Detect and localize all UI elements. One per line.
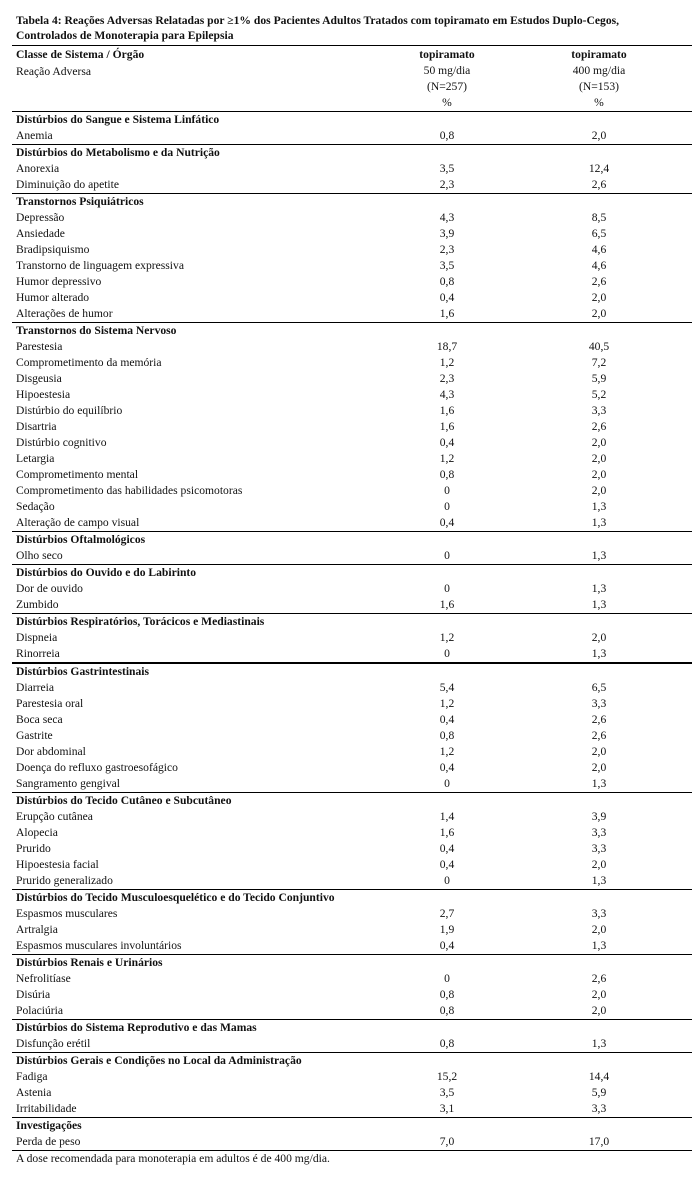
value-400mg: 3,3 (591, 907, 607, 920)
value-400mg: 3,3 (591, 697, 607, 710)
reaction-label: Letargia (16, 452, 55, 465)
reaction-label: Humor alterado (16, 291, 90, 304)
table-row (12, 646, 692, 662)
table-row (12, 258, 692, 274)
value-50mg: 0,8 (439, 729, 455, 742)
value-50mg: 1,2 (439, 631, 455, 644)
reaction-label: Doença do refluxo gastroesofágico (16, 761, 178, 774)
table-row (12, 355, 692, 371)
table-section (12, 954, 692, 1019)
section-heading: Transtornos do Sistema Nervoso (16, 324, 177, 337)
value-400mg: 2,0 (591, 988, 607, 1001)
value-400mg: 2,0 (591, 452, 607, 465)
table-row (12, 696, 692, 712)
table-section (12, 144, 692, 193)
reaction-label: Bradipsiquismo (16, 243, 90, 256)
table-row (12, 371, 692, 387)
value-400mg: 1,3 (591, 516, 607, 529)
value-50mg: 1,6 (439, 598, 455, 611)
value-50mg: 0,4 (439, 858, 455, 871)
table-section (12, 662, 692, 792)
reaction-label: Comprometimento das habilidades psicomotoras (16, 484, 243, 497)
reaction-label: Diarreia (16, 681, 54, 694)
section-heading: Distúrbios do Sangue e Sistema Linfático (16, 113, 220, 126)
table-row (12, 728, 692, 744)
table-section (12, 531, 692, 564)
table-section (12, 613, 692, 662)
value-400mg: 1,3 (591, 549, 607, 562)
table-row (12, 987, 692, 1003)
reaction-label: Diminuição do apetite (16, 178, 120, 191)
value-400mg: 2,6 (591, 420, 607, 433)
header-col1-n: (N=257) (426, 80, 468, 93)
reaction-label: Boca seca (16, 713, 63, 726)
table-row (12, 597, 692, 613)
value-50mg: 2,7 (439, 907, 455, 920)
value-50mg: 0 (444, 972, 450, 985)
value-400mg: 5,9 (591, 372, 607, 385)
value-400mg: 1,3 (591, 777, 607, 790)
reaction-label: Hipoestesia facial (16, 858, 99, 871)
value-400mg: 12,4 (588, 162, 610, 175)
value-400mg: 6,5 (591, 681, 607, 694)
value-50mg: 4,3 (439, 388, 455, 401)
value-400mg: 2,0 (591, 745, 607, 758)
table-section (12, 889, 692, 954)
value-50mg: 0,4 (439, 713, 455, 726)
reaction-label: Dor de ouvido (16, 582, 83, 595)
reaction-label: Dispneia (16, 631, 58, 644)
table-row (12, 242, 692, 258)
reaction-label: Depressão (16, 211, 65, 224)
value-50mg: 1,2 (439, 697, 455, 710)
value-50mg: 1,2 (439, 452, 455, 465)
header-class-label: Classe de Sistema / Órgão (16, 48, 145, 61)
value-50mg: 0,4 (439, 842, 455, 855)
section-heading: Distúrbios Renais e Urinários (16, 956, 163, 969)
reaction-label: Sangramento gengival (16, 777, 120, 790)
table-section (12, 193, 692, 322)
value-50mg: 0 (444, 582, 450, 595)
table-caption: Tabela 4: Reações Adversas Relatadas por ≥1% dos Pacientes Adultos Tratados com topiramato em Estudos Duplo-Cegos, Controlados de Monoterapia para Epilepsia (16, 14, 620, 42)
header-column-50mg (392, 47, 502, 111)
value-400mg: 4,6 (591, 243, 607, 256)
value-50mg: 3,5 (439, 162, 455, 175)
table-row (12, 1134, 692, 1150)
table-row (12, 515, 692, 531)
table-row (12, 938, 692, 954)
value-400mg: 1,3 (591, 500, 607, 513)
table-section (12, 1052, 692, 1117)
value-400mg: 1,3 (591, 1037, 607, 1050)
table-row (12, 290, 692, 306)
value-400mg: 3,3 (591, 404, 607, 417)
reaction-label: Transtorno de linguagem expressiva (16, 259, 184, 272)
reaction-label: Zumbido (16, 598, 59, 611)
table-row (12, 435, 692, 451)
reaction-label: Anorexia (16, 162, 60, 175)
value-400mg: 14,4 (588, 1070, 610, 1083)
section-heading: Investigações (16, 1119, 82, 1132)
value-50mg: 0 (444, 647, 450, 660)
table-row (12, 499, 692, 515)
value-50mg: 0,4 (439, 436, 455, 449)
value-400mg: 17,0 (588, 1135, 610, 1148)
reaction-label: Fadiga (16, 1070, 48, 1083)
value-50mg: 0,4 (439, 761, 455, 774)
value-400mg: 2,0 (591, 468, 607, 481)
value-50mg: 4,3 (439, 211, 455, 224)
table-row (12, 809, 692, 825)
reaction-label: Astenia (16, 1086, 52, 1099)
table-row (12, 1085, 692, 1101)
adverse-reactions-table (12, 111, 692, 1167)
header-col1-dose: 50 mg/dia (423, 64, 471, 77)
value-400mg: 5,9 (591, 1086, 607, 1099)
value-400mg: 3,3 (591, 826, 607, 839)
value-400mg: 4,6 (591, 259, 607, 272)
reaction-label: Polaciúria (16, 1004, 64, 1017)
value-400mg: 2,0 (591, 436, 607, 449)
table-section (12, 564, 692, 613)
value-400mg: 2,0 (591, 1004, 607, 1017)
table-row (12, 210, 692, 226)
value-400mg: 1,3 (591, 598, 607, 611)
value-50mg: 1,2 (439, 356, 455, 369)
value-400mg: 7,2 (591, 356, 607, 369)
reaction-label: Parestesia (16, 340, 63, 353)
value-50mg: 0 (444, 777, 450, 790)
table-row (12, 274, 692, 290)
table-row (12, 339, 692, 355)
table-row (12, 581, 692, 597)
table-row (12, 776, 692, 792)
reaction-label: Irritabilidade (16, 1102, 77, 1115)
value-50mg: 2,3 (439, 372, 455, 385)
reaction-label: Humor depressivo (16, 275, 102, 288)
value-50mg: 1,6 (439, 420, 455, 433)
value-50mg: 0,8 (439, 988, 455, 1001)
table-row (12, 857, 692, 873)
table-row (12, 226, 692, 242)
value-400mg: 3,3 (591, 842, 607, 855)
table-row (12, 467, 692, 483)
value-400mg: 2,0 (591, 291, 607, 304)
value-50mg: 0,4 (439, 939, 455, 952)
value-400mg: 1,3 (591, 874, 607, 887)
section-heading: Distúrbios Respiratórios, Torácicos e Mediastinais (16, 615, 265, 628)
reaction-label: Comprometimento mental (16, 468, 139, 481)
table-section (12, 1019, 692, 1052)
table-row (12, 873, 692, 889)
reaction-label: Nefrolitíase (16, 972, 71, 985)
value-50mg: 0,8 (439, 1004, 455, 1017)
value-50mg: 0,4 (439, 516, 455, 529)
value-50mg: 0,4 (439, 291, 455, 304)
table-row (12, 760, 692, 776)
reaction-label: Anemia (16, 129, 53, 142)
header-col2-dose: 400 mg/dia (572, 64, 626, 77)
value-400mg: 2,0 (591, 307, 607, 320)
table-row (12, 177, 692, 193)
table-row (12, 548, 692, 564)
reaction-label: Parestesia oral (16, 697, 84, 710)
reaction-label: Artralgia (16, 923, 58, 936)
value-400mg: 2,0 (591, 484, 607, 497)
value-400mg: 2,0 (591, 631, 607, 644)
value-400mg: 8,5 (591, 211, 607, 224)
value-50mg: 7,0 (439, 1135, 455, 1148)
table-row (12, 841, 692, 857)
reaction-label: Ansiedade (16, 227, 65, 240)
reaction-label: Dor abdominal (16, 745, 86, 758)
value-50mg: 0 (444, 874, 450, 887)
value-400mg: 1,3 (591, 647, 607, 660)
reaction-label: Distúrbio do equilíbrio (16, 404, 123, 417)
table-header (12, 45, 692, 112)
value-50mg: 3,5 (439, 259, 455, 272)
section-heading: Distúrbios do Metabolismo e da Nutrição (16, 146, 220, 159)
value-50mg: 3,9 (439, 227, 455, 240)
reaction-label: Disfunção erétil (16, 1037, 91, 1050)
value-400mg: 2,6 (591, 275, 607, 288)
value-400mg: 40,5 (588, 340, 610, 353)
value-50mg: 2,3 (439, 178, 455, 191)
section-heading: Distúrbios do Sistema Reprodutivo e das Mamas (16, 1021, 257, 1034)
value-50mg: 0 (444, 484, 450, 497)
section-heading: Distúrbios do Tecido Musculoesquelético e do Tecido Conjuntivo (16, 891, 335, 904)
reaction-label: Comprometimento da memória (16, 356, 162, 369)
section-heading: Transtornos Psiquiátricos (16, 195, 144, 208)
value-400mg: 2,6 (591, 713, 607, 726)
value-400mg: 1,3 (591, 939, 607, 952)
value-400mg: 1,3 (591, 582, 607, 595)
table-row (12, 922, 692, 938)
reaction-label: Alterações de humor (16, 307, 113, 320)
value-50mg: 0,8 (439, 1037, 455, 1050)
table-row (12, 1003, 692, 1019)
section-heading: Distúrbios do Ouvido e do Labirinto (16, 566, 197, 579)
header-col2-n: (N=153) (578, 80, 620, 93)
value-50mg: 0,8 (439, 129, 455, 142)
value-50mg: 1,6 (439, 826, 455, 839)
table-row (12, 387, 692, 403)
reaction-label: Espasmos musculares (16, 907, 118, 920)
reaction-label: Olho seco (16, 549, 63, 562)
reaction-label: Sedação (16, 500, 55, 513)
value-400mg: 2,6 (591, 972, 607, 985)
value-400mg: 6,5 (591, 227, 607, 240)
section-heading: Distúrbios Gastrintestinais (16, 665, 150, 678)
section-heading: Distúrbios Oftalmológicos (16, 533, 146, 546)
value-50mg: 1,6 (439, 404, 455, 417)
reaction-label: Gastrite (16, 729, 53, 742)
table-section (12, 111, 692, 144)
value-400mg: 2,0 (591, 129, 607, 142)
table-row (12, 971, 692, 987)
table-row (12, 680, 692, 696)
section-heading: Distúrbios Gerais e Condições no Local da Administração (16, 1054, 302, 1067)
reaction-label: Rinorreia (16, 647, 60, 660)
header-reaction-label: Reação Adversa (16, 65, 92, 78)
value-50mg: 0 (444, 549, 450, 562)
table-row (12, 161, 692, 177)
value-400mg: 5,2 (591, 388, 607, 401)
reaction-label: Espasmos musculares involuntários (16, 939, 182, 952)
table-row (12, 1101, 692, 1117)
table-row (12, 1069, 692, 1085)
reaction-label: Prurido (16, 842, 51, 855)
section-heading: Distúrbios do Tecido Cutâneo e Subcutâneo (16, 794, 232, 807)
reaction-label: Erupção cutânea (16, 810, 93, 823)
value-50mg: 1,9 (439, 923, 455, 936)
value-400mg: 3,3 (591, 1102, 607, 1115)
value-400mg: 2,6 (591, 178, 607, 191)
table-footnote: A dose recomendada para monoterapia em adultos é de 400 mg/dia. (12, 1150, 692, 1167)
value-50mg: 5,4 (439, 681, 455, 694)
table-section (12, 322, 692, 531)
table-section (12, 792, 692, 889)
value-400mg: 3,9 (591, 810, 607, 823)
table-row (12, 451, 692, 467)
header-col2-drug: topiramato (571, 48, 627, 61)
reaction-label: Alopecia (16, 826, 58, 839)
table-row (12, 825, 692, 841)
reaction-label: Disartria (16, 420, 57, 433)
value-50mg: 1,6 (439, 307, 455, 320)
value-50mg: 1,2 (439, 745, 455, 758)
table-row (12, 630, 692, 646)
table-row (12, 483, 692, 499)
header-col1-unit: % (442, 96, 452, 109)
table-row (12, 128, 692, 144)
table-section (12, 1117, 692, 1150)
header-col1-drug: topiramato (419, 48, 475, 61)
value-50mg: 3,5 (439, 1086, 455, 1099)
value-50mg: 18,7 (436, 340, 458, 353)
value-50mg: 15,2 (436, 1070, 458, 1083)
table-row (12, 744, 692, 760)
reaction-label: Prurido generalizado (16, 874, 113, 887)
value-400mg: 2,0 (591, 761, 607, 774)
reaction-label: Alteração de campo visual (16, 516, 140, 529)
value-50mg: 0,8 (439, 468, 455, 481)
value-50mg: 2,3 (439, 243, 455, 256)
value-50mg: 0 (444, 500, 450, 513)
table-row (12, 906, 692, 922)
reaction-label: Perda de peso (16, 1135, 81, 1148)
reaction-label: Disgeusia (16, 372, 62, 385)
value-400mg: 2,0 (591, 858, 607, 871)
value-50mg: 1,4 (439, 810, 455, 823)
table-row (12, 1036, 692, 1052)
value-50mg: 0,8 (439, 275, 455, 288)
table-row (12, 712, 692, 728)
value-400mg: 2,0 (591, 923, 607, 936)
header-column-400mg (544, 47, 654, 111)
reaction-label: Disúria (16, 988, 51, 1001)
table-row (12, 403, 692, 419)
header-col2-unit: % (594, 96, 604, 109)
table-row (12, 419, 692, 435)
table-row (12, 306, 692, 322)
value-50mg: 3,1 (439, 1102, 455, 1115)
reaction-label: Distúrbio cognitivo (16, 436, 107, 449)
reaction-label: Hipoestesia (16, 388, 71, 401)
value-400mg: 2,6 (591, 729, 607, 742)
